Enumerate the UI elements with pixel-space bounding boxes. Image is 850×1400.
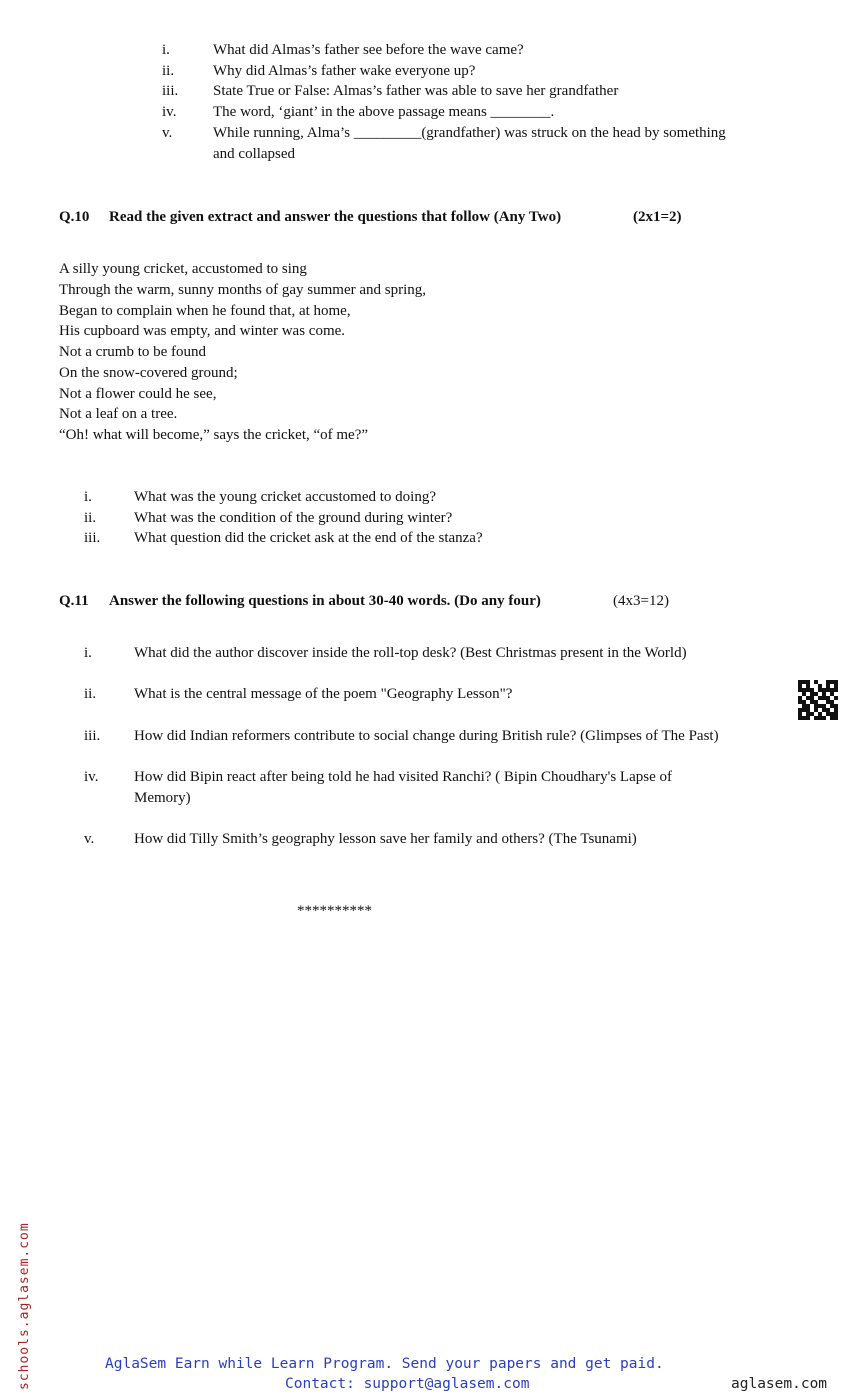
question-title: Read the given extract and answer the questions that follow (Any Two)	[109, 209, 562, 225]
question-title: Answer the following questions in about 30-40 words. (Do any four)	[109, 593, 541, 609]
footer-contact[interactable]: Contact: support@aglasem.com	[285, 1376, 530, 1392]
qr-code-icon	[798, 680, 838, 720]
poem-line: “Oh! what will become,” says the cricket, “of me?”	[59, 427, 369, 443]
poem-line: His cupboard was empty, and winter was come.	[59, 323, 346, 339]
poem-line: Not a leaf on a tree.	[59, 406, 178, 422]
end-marker: **********	[297, 903, 372, 919]
question-number: Q.11	[59, 593, 89, 609]
side-watermark: schools.aglasem.com	[17, 1222, 32, 1390]
poem-line: On the snow-covered ground;	[59, 365, 238, 381]
question-marks: (2x1=2)	[633, 209, 682, 225]
poem-line: A silly young cricket, accustomed to sing	[59, 261, 307, 277]
question-marks: (4x3=12)	[613, 593, 669, 609]
poem-line: Began to complain when he found that, at home,	[59, 303, 351, 319]
poem-line: Through the warm, sunny months of gay summer and spring,	[59, 282, 427, 298]
poem-line: Not a flower could he see,	[59, 386, 217, 402]
footer-brand[interactable]: aglasem.com	[731, 1376, 828, 1392]
poem-line: Not a crumb to be found	[59, 344, 207, 360]
question-number: Q.10	[59, 209, 90, 225]
footer-promo: AglaSem Earn while Learn Program. Send your papers and get paid.	[105, 1356, 664, 1372]
